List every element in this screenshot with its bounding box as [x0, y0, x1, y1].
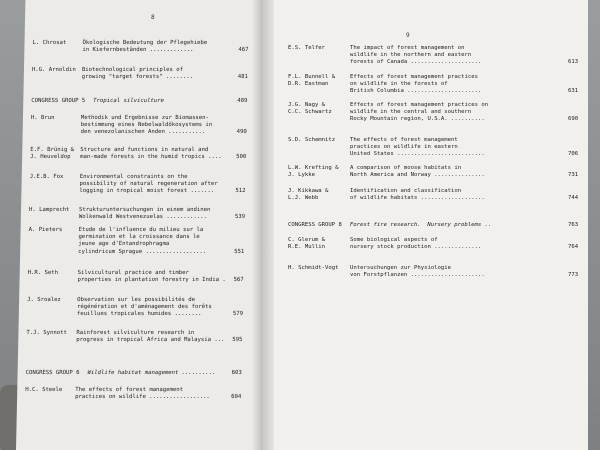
- group-title: Tropical silviculture: [93, 98, 164, 104]
- congress-group-heading: [31, 98, 164, 104]
- entry-title: The effects of forest management practices on wildlife ..................: [75, 387, 210, 401]
- entry-title: Silvicultural practice and timber properties in plantation forestry in India .: [77, 270, 226, 284]
- congress-group-heading: [26, 370, 216, 376]
- entry-author: L. Chrosat: [32, 40, 67, 46]
- entry-author: T.J. Synnott: [26, 330, 67, 336]
- entry-author: A. Pieters: [28, 227, 63, 233]
- entry-page-number: 706: [568, 151, 579, 158]
- entry-page-number: 690: [568, 116, 579, 123]
- left-page-number: 8: [150, 14, 155, 21]
- entry-page-number: 490: [236, 129, 247, 136]
- group-title: Wildlife habitat management ..........: [87, 370, 216, 376]
- entry-author: E.S. Telfer: [288, 45, 326, 51]
- entry-author: J.G. Nagy & C.C. Schwartz: [288, 102, 332, 116]
- entry-title: Etude de l'influence du milieu sur la germination et la croissance dans le jeune age d'Entandrophragma cylindricum Sprague ..................: [78, 227, 207, 255]
- entry-author: E.F. Brünig & J. Heuveldop: [30, 147, 75, 161]
- entry-title: Ökologische Bedeutung der Pflegehiebe in Kiefernbeständen .............: [82, 40, 208, 54]
- entry-title: Untersuchungen zur Physiologie von Forstpflanzen ......................: [350, 265, 485, 279]
- entry-title: Effects of forest management practices on wildlife in the central and southern Rocky Mountain region, U.S.A. ..........: [350, 102, 489, 123]
- entry-author: H.G. Arnoldin: [31, 67, 76, 73]
- entry-title: A comparison of moose habitats in North America and Norway ...............: [350, 165, 485, 179]
- entry-author: F.L. Bunnell & D.R. Eastman: [288, 74, 336, 88]
- entry-page-number: 613: [568, 59, 579, 66]
- entry-page-number: 467: [238, 47, 249, 54]
- entry-author: H. Lamprecht: [28, 207, 70, 213]
- group-label: CONGRESS GROUP 6: [25, 370, 80, 376]
- entry-title: Strukturuntersuchungen in einem andinen Wolkenwald Westvenezuelas ............: [78, 207, 211, 221]
- entry-page-number: 539: [234, 214, 246, 221]
- book-gutter: [252, 0, 274, 450]
- entry-title: Some biological aspects of nursery stock production ..............: [350, 237, 482, 251]
- entry-author: C. Glerum & R.E. Mullin: [288, 237, 326, 251]
- group-page-number: 603: [231, 370, 242, 376]
- group-page-number: 763: [568, 222, 579, 228]
- group-page-number: 489: [237, 98, 248, 104]
- entry-page-number: 567: [233, 277, 244, 284]
- entry-author: L.W. Krefting & J. Lykke: [288, 165, 339, 179]
- entry-author: S.D. Schemnitz: [288, 137, 336, 143]
- entry-title: The impact of forest management on wildlife in the northern and eastern forests of Canada .....................: [350, 45, 482, 66]
- entry-author: J.E.B. Fox: [29, 174, 64, 180]
- entry-title: Biotechnological principles of growing "target forests" ........: [81, 67, 194, 81]
- group-label: CONGRESS GROUP 8: [288, 222, 342, 228]
- entry-page-number: 481: [237, 74, 248, 81]
- entry-page-number: 595: [232, 337, 243, 344]
- entry-title: Methodik und Ergebnisse zur Biomassen- bestimmung eines Nebelwaldökosystems in den venezolanischen Anden ...........: [80, 115, 213, 136]
- congress-group-heading: [288, 222, 491, 228]
- entry-author: H. Schmidt-Vogt: [288, 265, 339, 271]
- group-label: CONGRESS GROUP 5: [31, 98, 86, 104]
- entry-page-number: 551: [234, 248, 245, 255]
- entry-page-number: 604: [231, 394, 242, 401]
- entry-page-number: 773: [568, 272, 579, 279]
- entry-author: H. Brun: [30, 115, 55, 121]
- entry-author: H.R. Seth: [27, 270, 59, 276]
- entry-page-number: 744: [568, 195, 579, 202]
- entry-page-number: 579: [232, 311, 244, 318]
- entry-title: Rainforest silviculture research in progress in tropical Africa and Malaysia ...: [76, 330, 225, 344]
- entry-title: Structure and functions in natural and man-made forests in the humid tropics ....: [80, 147, 222, 161]
- left-page: [16, 0, 271, 450]
- entry-page-number: 512: [235, 188, 246, 195]
- entry-author: J. Kikkawa & L.J. Webb: [288, 188, 329, 202]
- entry-author: H.C. Steele: [25, 387, 63, 393]
- entry-title: Environmental constraints on the possibility of natural regeneration after logging in tropical moist forest .......: [79, 174, 218, 195]
- entry-title: The effects of forest management practices on wildlife in eastern United States ..........................: [350, 137, 485, 158]
- entry-author: J. Sroalez: [27, 297, 61, 303]
- right-page-number: 9: [406, 32, 410, 39]
- right-page: [262, 0, 588, 450]
- group-title: Forest fire research. Nursery problems ..: [349, 222, 492, 228]
- entry-page-number: 500: [236, 154, 247, 161]
- entry-page-number: 631: [568, 88, 579, 95]
- entry-page-number: 731: [568, 172, 579, 179]
- entry-page-number: 764: [568, 244, 579, 251]
- entry-title: Observation sur les possibilités de régénération et d'aménagement des forêts feuillues tropicales humides ........: [76, 297, 212, 318]
- entry-title: Identification and classification of wildlife habitats ...................: [350, 188, 485, 202]
- entry-title: Effects of forest management practices on wildlife in the forests of British Columbia ......................: [350, 74, 482, 95]
